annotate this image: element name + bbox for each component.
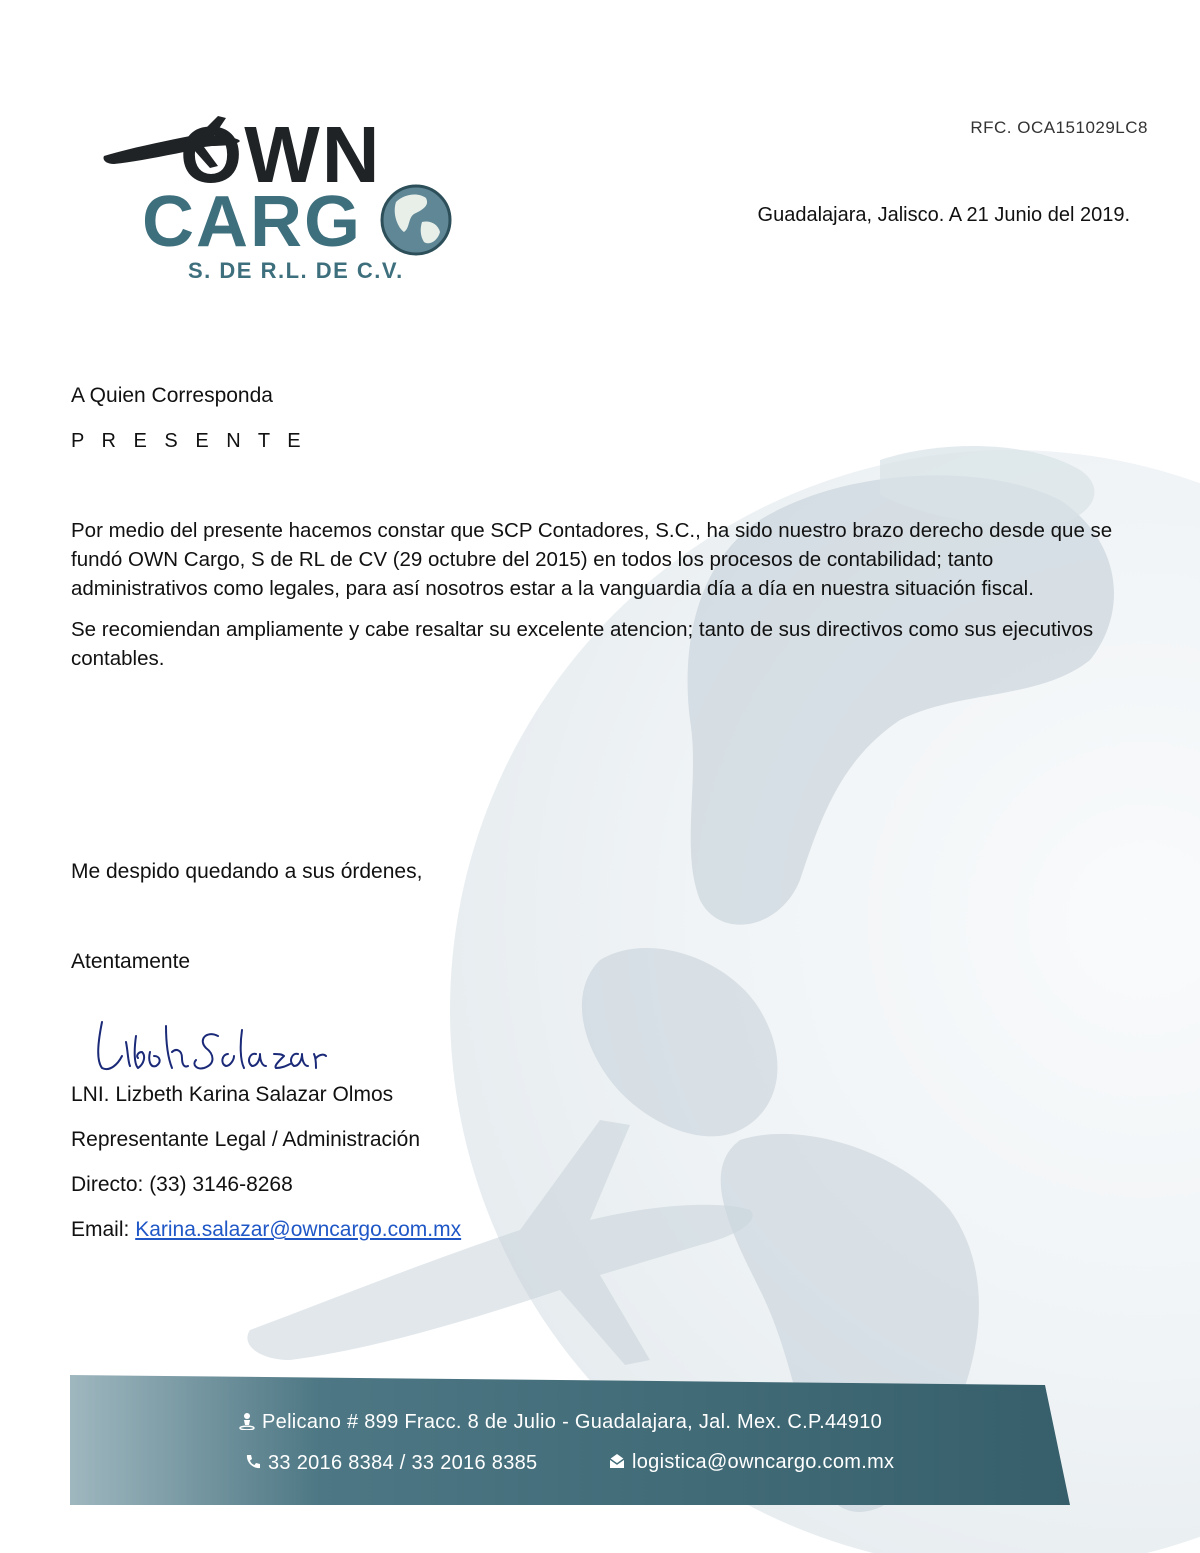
handwritten-signature [88, 1012, 328, 1082]
footer-background [70, 1375, 1070, 1505]
footer-address-text: Pelicano # 899 Fracc. 8 de Julio - Guadalajara, Jal. Mex. C.P.44910 [262, 1411, 883, 1433]
footer-phones [244, 1452, 537, 1475]
location-person-icon [238, 1412, 256, 1430]
salutation: A Quien Corresponda [71, 384, 273, 407]
direct-phone: (33) 3146-8268 [149, 1173, 293, 1196]
envelope-icon [608, 1452, 626, 1470]
footer-address [238, 1411, 882, 1434]
logo-cargo: CARG [142, 182, 362, 262]
logo-legal-suffix: S. DE R.L. DE C.V. [188, 258, 404, 283]
letter-body [71, 516, 1131, 685]
closing-line: Me despido quedando a sus órdenes, [71, 860, 423, 883]
email-line [71, 1218, 461, 1263]
footer-email [608, 1451, 894, 1474]
sign-off: Atentamente [71, 950, 191, 973]
rfc-number: RFC. OCA151029LC8 [970, 118, 1148, 137]
direct-phone-line [71, 1173, 461, 1218]
direct-label: Directo: [71, 1173, 150, 1196]
signatory-name: LNI. Lizbeth Karina Salazar Olmos [71, 1083, 394, 1106]
phone-icon [244, 1453, 262, 1471]
signatory-title: Representante Legal / Administración [71, 1128, 421, 1151]
email-label: Email: [71, 1218, 136, 1241]
logo-own: OWN [180, 110, 382, 199]
footer-email-text: logistica@owncargo.com.mx [632, 1451, 895, 1473]
presente-heading: P R E S E N T E [71, 430, 307, 452]
company-logo [100, 110, 460, 290]
paragraph: Por medio del presente hacemos constar que SCP Contadores, S.C., ha sido nuestro brazo derecho desde que se fundó OWN Cargo, S de RL de CV (29 octubre del 2015) en todos los procesos de contabilidad; tanto administrativos como legales, para así nosotros estar a la vanguardia día a día en nuestra situación fiscal. [71, 519, 1113, 600]
footer-phones-text: 33 2016 8384 / 33 2016 8385 [268, 1452, 538, 1474]
paragraph: Se recomiendan ampliamente y cabe resaltar su excelente atencion; tanto de sus directivos como sus ejecutivos contables. [71, 618, 1094, 670]
date-line: Guadalajara, Jalisco. A 21 Junio del 2019. [757, 204, 1130, 226]
email-link[interactable]: Karina.salazar@owncargo.com.mx [135, 1218, 462, 1241]
footer-band [70, 1375, 1070, 1505]
globe-icon [382, 186, 450, 254]
signatory-block [71, 1083, 461, 1263]
